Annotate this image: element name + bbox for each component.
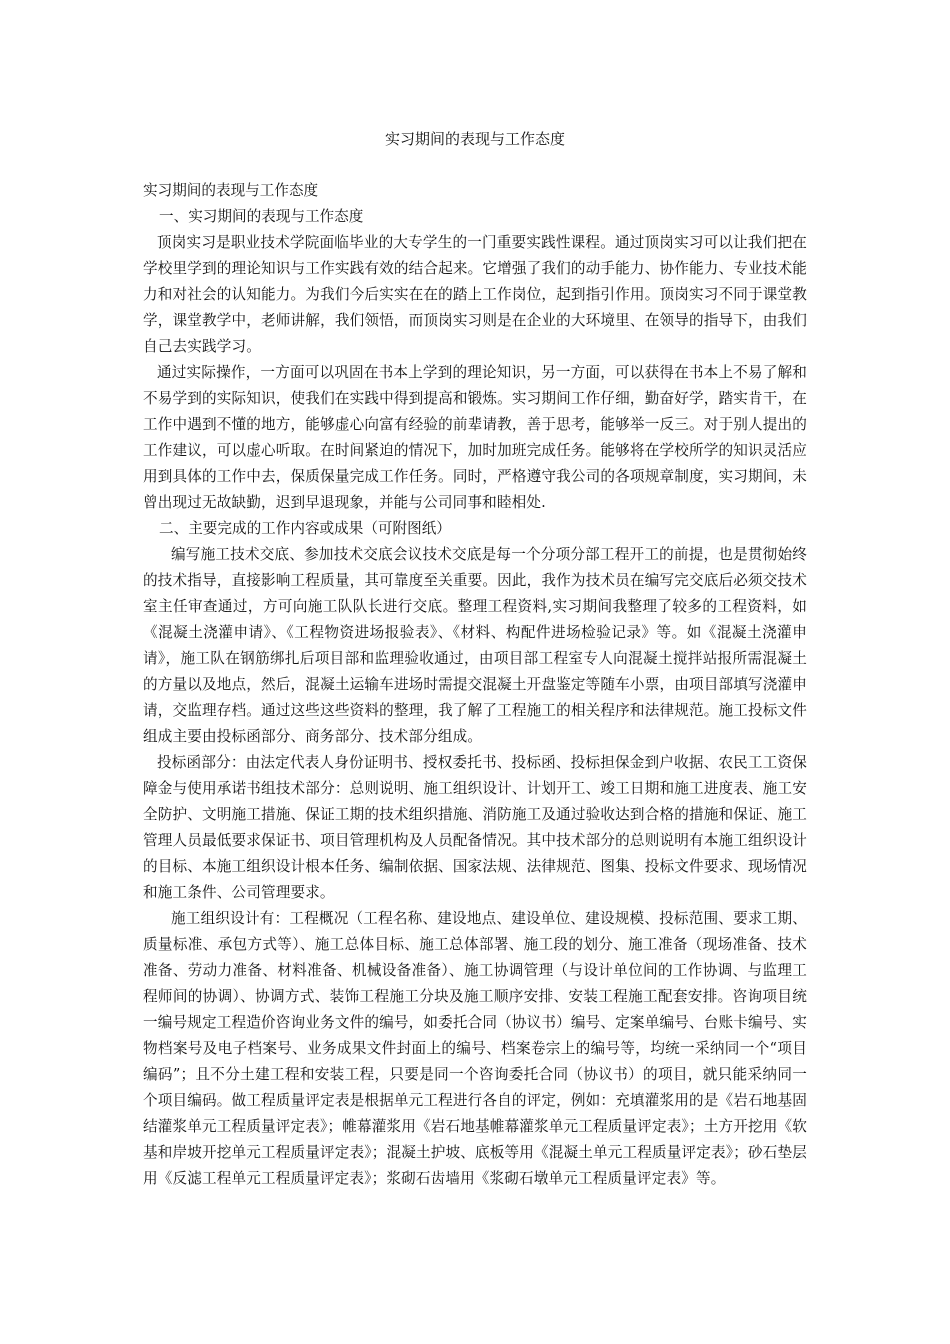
paragraph-5: 施工组织设计有：工程概况（工程名称、建设地点、建设单位、建设规模、投标范围、要求工期、质量标准、承包方式等）、施工总体目标、施工总体部署、施工段的划分、施工准备（现场准备、技术准备、劳动力准备、材料准备、机械设备准备）、施工协调管理（与设计单位间的工作协调、与监理工程师间的协调）、协调方式、装饰工程施工分块及施工顺序安排、安装工程施工配套安排。咨询项目统一编号规定工程造价咨询业务文件的编号，如委托合同（协议书）编号、定案单编号、台账卡编号、实物档案号及电子档案号、业务成果文件封面上的编号、档案卷宗上的编号等，均统一采纳同一个“项目编码”；且不分土建工程和安装工程，只要是同一个咨询委托合同（协议书）的项目，就只能采纳同一个项目编码。做工程质量评定表是根据单元工程进行各自的评定，例如：充填灌浆用的是《岩石地基固结灌浆单元工程质量评定表》；帷幕灌浆用《岩石地基帷幕灌浆单元工程质量评定表》；土方开挖用《软基和岸坡开挖单元工程质量评定表》；混凝土护坡、底板等用《混凝土单元工程质量评定表》；砂石垫层用《反滤工程单元工程质量评定表》；浆砌石齿墙用《浆砌石墩单元工程质量评定表》等。 (143, 910, 807, 1187)
paragraph-3: 编写施工技术交底、参加技术交底会议技术交底是每一个分项分部工程开工的前提，也是贯彻始终的技术指导，直接影响工程质量，其可靠度至关重要。因此，我作为技术员在编写完交底后必须交技术室主任审查通过，方可向施工队队长进行交底。整理工程资料,实习期间我整理了较多的工程资料，如《混凝土浇灌申请》、《工程物资进场报验表》、《材料、构配件进场检验记录》等。如《混凝土浇灌申请》，施工队在钢筋绑扎后项目部和监理验收通过，由项目部工程室专人向混凝土搅拌站报所需混凝土的方量以及地点，然后，混凝土运输车进场时需提交混凝土开盘鉴定等随车小票，由项目部填写浇灌申请，交监理存档。通过这些这些资料的整理，我了解了工程施工的相关程序和法律规范。施工投标文件组成主要由投标函部分、商务部分、技术部分组成。 (143, 546, 807, 745)
section-1-heading: 一、实习期间的表现与工作态度 (159, 208, 364, 225)
paragraph-1: 顶岗实习是职业技术学院面临毕业的大专学生的一门重要实践性课程。通过顶岗实习可以让我们把在学校里学到的理论知识与工作实践有效的结合起来。它增强了我们的动手能力、协作能力、专业技术能力和对社会的认知能力。为我们今后实实在在的踏上工作岗位，起到指引作用。顶岗实习不同于课堂教学，课堂教学中，老师讲解，我们领悟，而顶岗实习则是在企业的大环境里、在领导的指导下，由我们自己去实践学习。 (143, 234, 807, 355)
document-title: 实习期间的表现与工作态度 (384, 130, 565, 148)
paragraph-4: 投标函部分：由法定代表人身份证明书、授权委托书、投标函、投标担保金到户收据、农民工工资保障金与使用承诺书组技术部分：总则说明、施工组织设计、计划开工、竣工日期和施工进度表、施工安全防护、文明施工措施、保证工期的技术组织措施、消防施工及通过验收达到合格的措施和保证、施工管理人员最低要求保证书、项目管理机构及人员配备情况。其中技术部分的总则说明有本施工组织设计的目标、本施工组织设计根本任务、编制依据、国家法规、法律规范、图集、投标文件要求、现场情况和施工条件、公司管理要求。 (143, 754, 807, 901)
document-heading: 实习期间的表现与工作态度 (143, 182, 319, 199)
paragraph-2: 通过实际操作，一方面可以巩固在书本上学到的理论知识，另一方面，可以获得在书本上不易了解和不易学到的实际知识，使我们在实践中得到提高和锻炼。实习期间工作仔细，勤奋好学，踏实肯干，在工作中遇到不懂的地方，能够虚心向富有经验的前辈请教，善于思考，能够举一反三。对于别人提出的工作建议，可以虚心听取。在时间紧迫的情况下，加时加班完成任务。能够将在学校所学的知识灵活应用到具体的工作中去，保质保量完成工作任务。同时，严格遵守我公司的各项规章制度，实习期间，未曾出现过无故缺勤，迟到早退现象，并能与公司同事和睦相处. (143, 364, 807, 511)
section-2-heading: 二、主要完成的工作内容或成果（可附图纸） (159, 520, 451, 537)
document-page (143, 126, 807, 1192)
